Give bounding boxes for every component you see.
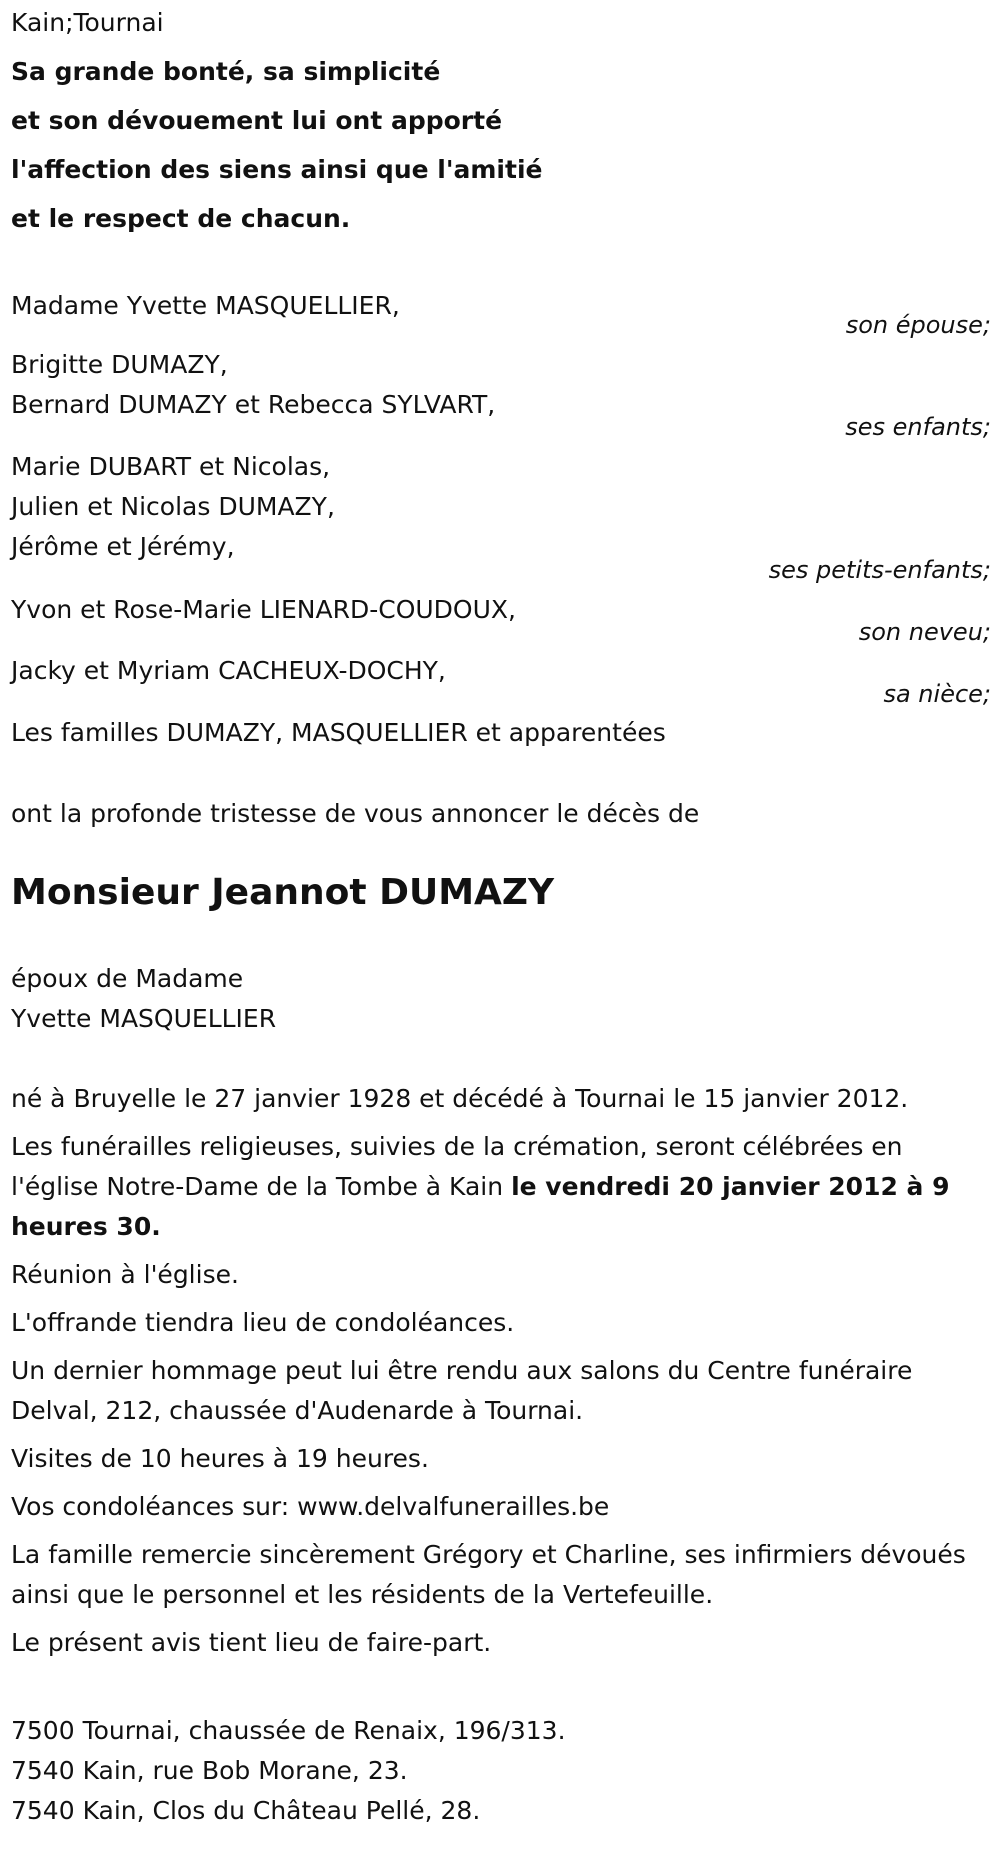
motto-line: l'affection des siens ainsi que l'amitié	[11, 155, 543, 184]
spouse-role: son épouse;	[845, 311, 991, 339]
funeral-date-time: le vendredi 20 janvier 2012 à 9 heures 30.	[11, 1172, 950, 1241]
nephew-name: Yvon et Rose-Marie LIENARD-COUDOUX,	[11, 595, 516, 624]
motto-line: Sa grande bonté, sa simplicité	[11, 57, 441, 86]
families-line: Les familles DUMAZY, MASQUELLIER et apparentées	[11, 718, 666, 747]
thanks: La famille remercie sincèrement Grégory et Charline, ses infirmiers dévoués ainsi que le personnel et les résidents de la Vertefeuille.	[11, 1540, 966, 1609]
notice: Le présent avis tient lieu de faire-part.	[11, 1628, 492, 1657]
address: 7540 Kain, Clos du Château Pellé, 28.	[11, 1796, 481, 1825]
grandchild-name: Marie DUBART et Nicolas,	[11, 452, 331, 481]
nephew-role: son neveu;	[858, 618, 991, 646]
grandchild-name: Julien et Nicolas DUMAZY,	[11, 492, 335, 521]
birth-death: né à Bruyelle le 27 janvier 1928 et décédé à Tournai le 15 janvier 2012.	[11, 1084, 909, 1113]
announcement: ont la profonde tristesse de vous annoncer le décès de	[11, 799, 700, 828]
niece-role: sa nièce;	[883, 680, 991, 708]
niece-name: Jacky et Myriam CACHEUX-DOCHY,	[11, 656, 446, 685]
location: Kain;Tournai	[11, 8, 164, 37]
visits: Visites de 10 heures à 19 heures.	[11, 1444, 429, 1473]
child-name: Bernard DUMAZY et Rebecca SYLVART,	[11, 390, 496, 419]
motto-line: et le respect de chacun.	[11, 204, 351, 233]
condolences: Vos condoléances sur: www.delvalfunerailles.be	[11, 1492, 610, 1521]
spouse-of-line: Yvette MASQUELLIER	[11, 1004, 277, 1033]
grandchildren-role: ses petits-enfants;	[768, 556, 991, 584]
spouse-of-line: époux de Madame	[11, 964, 244, 993]
funeral-text: Les funérailles religieuses, suivies de la crémation, seront célébrées en l'église Notre-Dame de la Tombe à Kain	[11, 1132, 903, 1201]
grandchild-name: Jérôme et Jérémy,	[11, 532, 235, 561]
spouse-name: Madame Yvette MASQUELLIER,	[11, 291, 400, 320]
funeral-details	[11, 1127, 991, 1247]
child-name: Brigitte DUMAZY,	[11, 350, 228, 379]
address: 7540 Kain, rue Bob Morane, 23.	[11, 1756, 408, 1785]
children-role: ses enfants;	[845, 413, 991, 441]
offering: L'offrande tiendra lieu de condoléances.	[11, 1308, 515, 1337]
tribute: Un dernier hommage peut lui être rendu aux salons du Centre funéraire Delval, 212, chaussée d'Audenarde à Tournai.	[11, 1356, 913, 1425]
motto-line: et son dévouement lui ont apporté	[11, 106, 503, 135]
address: 7500 Tournai, chaussée de Renaix, 196/313.	[11, 1716, 566, 1745]
deceased-name: Monsieur Jeannot DUMAZY	[11, 872, 555, 913]
reunion: Réunion à l'église.	[11, 1260, 239, 1289]
